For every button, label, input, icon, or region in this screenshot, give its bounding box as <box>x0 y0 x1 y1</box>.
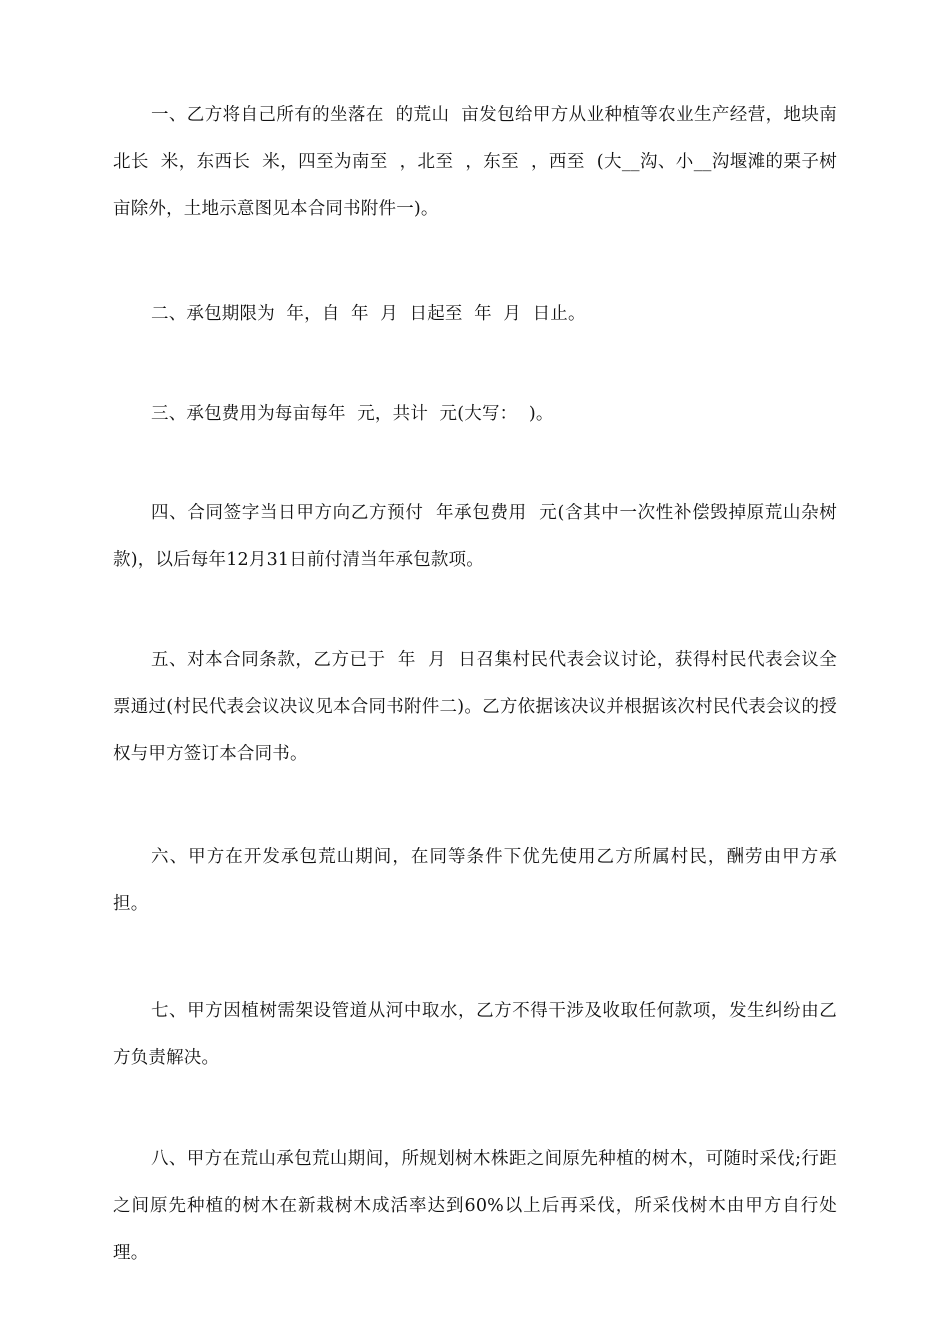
clause-3: 三、承包费用为每亩每年 元，共计 元(大写： )。 <box>151 404 554 424</box>
clause-8: 八、甲方在荒山承包荒山期间，所规划树木株距之间原先种植的树木，可随时采伐;行距之间原先种植的树木在新栽树木成活率达到60%以上后再采伐，所采伐树木由甲方自行处理。 <box>113 1149 837 1263</box>
clause-2: 二、承包期限为 年，自 年 月 日起至 年 月 日止。 <box>151 304 586 324</box>
clause-6: 六、甲方在开发承包荒山期间，在同等条件下优先使用乙方所属村民，酬劳由甲方承担。 <box>113 847 837 914</box>
clause-7: 七、甲方因植树需架设管道从河中取水，乙方不得干涉及收取任何款项，发生纠纷由乙方负责解决。 <box>113 1001 837 1068</box>
clause-1: 一、乙方将自己所有的坐落在 的荒山 亩发包给甲方从业种植等农业生产经营，地块南北长 米，东西长 米，四至为南至 ，北至 ，东至 ，西至 (大__沟、小__沟堰滩的栗子树 亩除外，土地示意图见本合同书附件一)。 <box>113 105 849 219</box>
clause-5: 五、对本合同条款，乙方已于 年 月 日召集村民代表会议讨论，获得村民代表会议全票通过(村民代表会议决议见本合同书附件二)。乙方依据该决议并根据该次村民代表会议的授权与甲方签订本合同书。 <box>113 650 837 764</box>
clause-4: 四、合同签字当日甲方向乙方预付 年承包费用 元(含其中一次性补偿毁掉原荒山杂树款)，以后每年12月31日前付清当年承包款项。 <box>113 503 837 570</box>
